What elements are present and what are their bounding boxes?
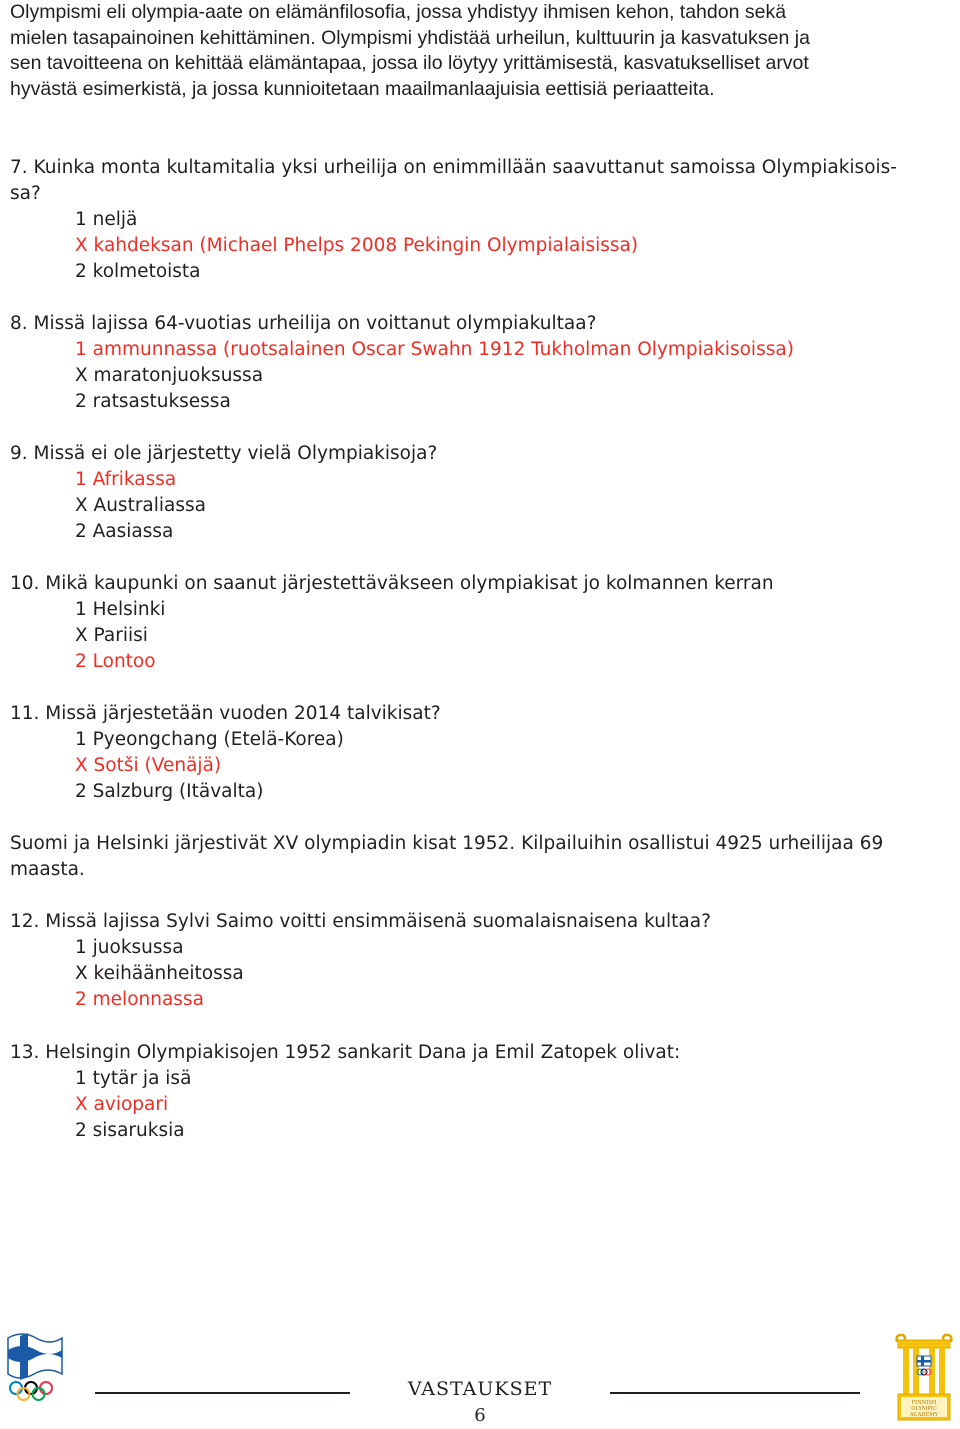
question-9: [10, 441, 935, 545]
answer-option: X Pariisi: [75, 625, 148, 646]
answer-option: 2 kolmetoista: [75, 261, 201, 282]
question-text: 10. Mikä kaupunki on saanut järjestettäväkseen olympiakisat jo kolmannen kerran: [10, 573, 774, 594]
finnish-olympic-academy-temple-icon: [893, 1330, 955, 1424]
answer-option: 1 neljä: [75, 209, 138, 230]
answer-option: 2 ratsastuksessa: [75, 391, 231, 412]
intro-line: sen tavoitteena on kehittää elämäntapaa, jossa ilo löytyy yrittämisestä, kasvatukselliset arvot: [10, 52, 809, 74]
svg-text:ACADEMY: ACADEMY: [909, 1412, 939, 1418]
footer-rule-right: [610, 1392, 860, 1394]
intro-line: Olympismi eli olympia-aate on elämänfilosofia, jossa yhdistyy ihmisen kehon, tahdon sekä: [10, 1, 787, 23]
answer-option: X maratonjuoksussa: [75, 365, 264, 386]
answer-option: 1 tytär ja isä: [75, 1068, 192, 1089]
question-text: 13. Helsingin Olympiakisojen 1952 sankarit Dana ja Emil Zatopek olivat:: [10, 1042, 681, 1063]
finnish-olympic-flag-rings-icon: [4, 1330, 64, 1406]
footer-title: VASTAUKSET: [407, 1378, 553, 1400]
intro-line: mielen tasapainoinen kehittäminen. Olympismi yhdistää urheilun, kulttuurin ja kasvatuksen ja: [10, 26, 810, 49]
fact-line: Suomi ja Helsinki järjestivät XV olympiadin kisat 1952. Kilpailuihin osallistui 4925 urheilijaa 69: [10, 833, 884, 854]
correct-answer: 1 Afrikassa: [75, 469, 177, 490]
intro-paragraph: [10, 0, 940, 102]
question-13: [10, 1040, 935, 1144]
question-10: [10, 571, 935, 675]
answer-option: 2 Aasiassa: [75, 521, 174, 542]
answer-option: 2 sisaruksia: [75, 1120, 185, 1141]
svg-text:OLYMPIC: OLYMPIC: [911, 1406, 937, 1412]
question-text: 8. Missä lajissa 64-vuotias urheilija on voittanut olympiakultaa?: [10, 313, 597, 334]
fact-line: maasta.: [10, 859, 85, 880]
question-text: 12. Missä lajissa Sylvi Saimo voitti ensimmäisenä suomalaisnaisena kultaa?: [10, 911, 711, 932]
correct-answer: 2 Lontoo: [75, 651, 156, 672]
question-12: [10, 909, 935, 1013]
intro-line: hyvästä esimerkistä, ja jossa kunnioitetaan maailmanlaajuisia eettisiä periaatteita.: [10, 77, 715, 100]
correct-answer: 2 melonnassa: [75, 989, 204, 1010]
answer-option: X Australiassa: [75, 495, 206, 516]
correct-answer: X kahdeksan (Michael Phelps 2008 Pekingin Olympialaisissa): [75, 235, 639, 256]
correct-answer: X Sotši (Venäjä): [75, 755, 222, 776]
question-text: 9. Missä ei ole järjestetty vielä Olympiakisoja?: [10, 443, 438, 464]
answer-option: X keihäänheitossa: [75, 963, 244, 984]
answer-option: 1 Helsinki: [75, 599, 166, 620]
svg-text:FINNISH: FINNISH: [911, 1400, 937, 1406]
question-text: sa?: [10, 183, 41, 204]
page-number: 6: [474, 1405, 486, 1426]
fact-paragraph: [10, 831, 935, 883]
question-text: 7. Kuinka monta kultamitalia yksi urheilija on enimmillään saavuttanut samoissa Olympiakisois-: [10, 157, 897, 178]
question-8: [10, 311, 935, 415]
footer-rule-left: [95, 1392, 350, 1394]
answer-option: 1 Pyeongchang (Etelä-Korea): [75, 729, 344, 750]
question-11: [10, 701, 935, 805]
answer-option: 2 Salzburg (Itävalta): [75, 781, 264, 802]
correct-answer: 1 ammunnassa (ruotsalainen Oscar Swahn 1912 Tukholman Olympiakisoissa): [75, 339, 794, 360]
answer-option: 1 juoksussa: [75, 937, 184, 958]
question-text: 11. Missä järjestetään vuoden 2014 talvikisat?: [10, 703, 441, 724]
correct-answer: X aviopari: [75, 1094, 169, 1115]
question-7: [10, 155, 935, 285]
